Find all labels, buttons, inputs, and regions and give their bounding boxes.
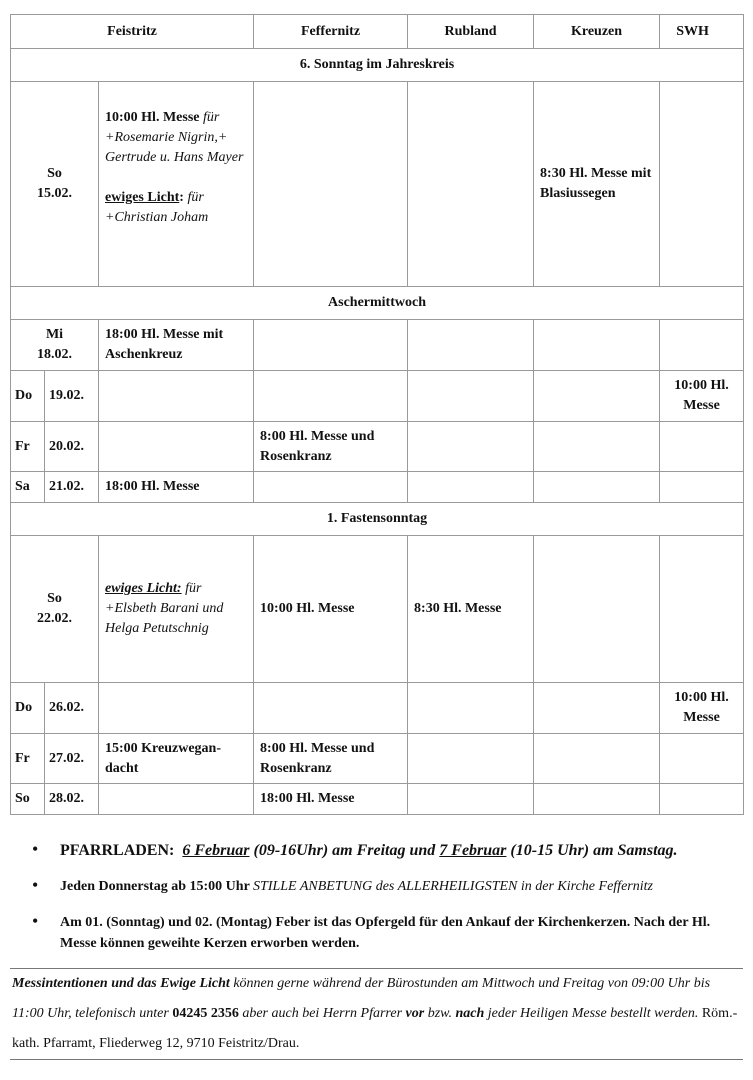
feffernitz-cell: 8:00 Hl. Messe und Rosenkranz xyxy=(254,422,408,472)
rubland-cell: 8:30 Hl. Messe xyxy=(408,536,534,683)
eternal-light-label: ewiges Licht xyxy=(105,190,180,205)
bullet-icon: • xyxy=(32,839,39,859)
feffernitz-cell xyxy=(254,472,408,503)
swh-cell xyxy=(660,784,744,815)
feistritz-cell xyxy=(99,422,254,472)
bullet-icon: • xyxy=(32,911,39,931)
footer-bold: Messintentionen und das Ewige Licht xyxy=(12,976,230,991)
feffernitz-cell xyxy=(254,371,408,422)
note-text: Jeden Donnerstag ab 15:00 Uhr xyxy=(60,879,250,894)
feffernitz-cell xyxy=(254,683,408,734)
swh-cell: 10:00 Hl. Messe xyxy=(660,371,744,422)
date-cell xyxy=(11,82,99,287)
date-label: 26.02. xyxy=(45,683,99,734)
date-label: 27.02. xyxy=(45,734,99,784)
date-label: 19.02. xyxy=(45,371,99,422)
footer-text: bzw. xyxy=(427,1006,452,1021)
swh-cell xyxy=(660,82,744,287)
date-cell xyxy=(11,536,99,683)
feffernitz-cell: 8:00 Hl. Messe und Rosenkranz xyxy=(254,734,408,784)
footer-text: jeder Heiligen Messe bestellt werden. xyxy=(487,1006,699,1021)
rubland-cell xyxy=(408,683,534,734)
eternal-light-label: ewiges Licht: xyxy=(105,581,182,596)
swh-cell xyxy=(660,422,744,472)
kreuzen-cell xyxy=(534,371,660,422)
swh-cell: 10:00 Hl. Messe xyxy=(660,683,744,734)
kreuzen-cell xyxy=(534,734,660,784)
header-rubland: Rubland xyxy=(408,15,534,49)
footer-nach: nach xyxy=(455,1006,485,1021)
header-row xyxy=(11,15,744,49)
date-label: So 22.02. xyxy=(37,591,72,626)
note-text: (10-15 Uhr) am Samstag. xyxy=(510,842,678,859)
swh-cell xyxy=(660,734,744,784)
feistritz-cell: 18:00 Hl. Messe mit Aschenkreuz xyxy=(99,320,254,371)
header-feffernitz: Feffernitz xyxy=(254,15,408,49)
feistritz-cell xyxy=(99,683,254,734)
note-text: Am 01. (Sonntag) und 02. (Montag) Feber ist das Opfergeld für den Ankauf der Kirchenkerzen. Nach der Hl. Messe können geweihte Kerzen erworben werden. xyxy=(60,915,711,951)
day-label: Do xyxy=(11,683,45,734)
date-label: 20.02. xyxy=(45,422,99,472)
day-label: Mi xyxy=(45,327,64,342)
footer-phone: 04245 2356 xyxy=(172,1006,239,1021)
feffernitz-cell xyxy=(254,320,408,371)
note-date: 6 Februar xyxy=(182,842,250,859)
feast-title: Aschermittwoch xyxy=(11,287,744,320)
footer-text: können gerne während der Bürostunden am Mittwoch und Freitag von 09:00 Uhr bis 11:00 Uhr, telefonisch unter xyxy=(12,976,711,1021)
feffernitz-cell: 18:00 Hl. Messe xyxy=(254,784,408,815)
header-feistritz: Feistritz xyxy=(11,15,254,49)
date-cell xyxy=(11,320,99,371)
date-label: So 15.02. xyxy=(37,166,72,201)
kreuzen-cell xyxy=(534,472,660,503)
kreuzen-cell xyxy=(534,536,660,683)
feffernitz-cell: 10:00 Hl. Messe xyxy=(254,536,408,683)
feast-title: 1. Fastensonntag xyxy=(11,503,744,536)
date-label: 28.02. xyxy=(45,784,99,815)
rubland-cell xyxy=(408,734,534,784)
swh-cell xyxy=(660,472,744,503)
kreuzen-cell xyxy=(534,422,660,472)
note-text: STILLE ANBETUNG des ALLERHEILIGSTEN in der Kirche Feffernitz xyxy=(253,879,653,894)
feistritz-cell: 15:00 Kreuzwegan-dacht xyxy=(99,734,254,784)
kreuzen-cell xyxy=(534,683,660,734)
header-swh-label: SWH xyxy=(676,23,709,39)
intention-text: für +Rosemarie Nigrin,+ Gertrude u. Hans Mayer xyxy=(105,110,244,165)
mass-time: 10:00 Hl. Messe xyxy=(105,110,200,125)
day-label: Fr xyxy=(11,422,45,472)
date-label: 21.02. xyxy=(45,472,99,503)
bullet-icon: • xyxy=(32,875,39,895)
feistritz-cell: 10:00 Hl. Messe für +Rosemarie Nigrin,+ Gertrude u. Hans Mayer ewiges Licht: für +Christian Joham xyxy=(99,82,254,287)
footer-text: aber auch bei Herrn Pfarrer xyxy=(242,1006,403,1021)
footer-info xyxy=(10,968,743,1060)
rubland-cell xyxy=(408,472,534,503)
rubland-cell xyxy=(408,82,534,287)
kreuzen-cell: 8:30 Hl. Messe mit Blasiussegen xyxy=(534,82,660,287)
feffernitz-cell xyxy=(254,82,408,287)
feistritz-cell xyxy=(99,371,254,422)
rubland-cell xyxy=(408,320,534,371)
footer-vor: vor xyxy=(405,1006,425,1021)
swh-cell xyxy=(660,320,744,371)
feistritz-cell xyxy=(99,536,254,683)
rubland-cell xyxy=(408,422,534,472)
rubland-cell xyxy=(408,371,534,422)
header-swh xyxy=(660,15,744,49)
header-kreuzen: Kreuzen xyxy=(534,15,660,49)
mass-schedule-table xyxy=(10,14,744,815)
rubland-cell xyxy=(408,784,534,815)
feistritz-cell xyxy=(99,784,254,815)
kreuzen-cell xyxy=(534,320,660,371)
footer-address: Röm.-kath. Pfarramt, Fliederweg 12, 9710 Feistritz/Drau. xyxy=(12,1006,738,1051)
feistritz-cell: 18:00 Hl. Messe xyxy=(99,472,254,503)
intention-text: für +Elsbeth Barani und Helga Petutschnig xyxy=(105,581,224,636)
note-date: 7 Februar xyxy=(439,842,507,859)
date-label: 18.02. xyxy=(37,347,72,362)
swh-cell xyxy=(660,536,744,683)
kreuzen-cell xyxy=(534,784,660,815)
feast-title: 6. Sonntag im Jahreskreis xyxy=(11,49,744,82)
day-label: Fr xyxy=(11,734,45,784)
day-label: Sa xyxy=(11,472,45,503)
day-label: So xyxy=(11,784,45,815)
note-label: PFARRLADEN: xyxy=(60,842,175,859)
note-text: (09-16Uhr) am Freitag und xyxy=(253,842,436,859)
day-label: Do xyxy=(11,371,45,422)
intention-text: für +Christian Joham xyxy=(105,190,209,225)
